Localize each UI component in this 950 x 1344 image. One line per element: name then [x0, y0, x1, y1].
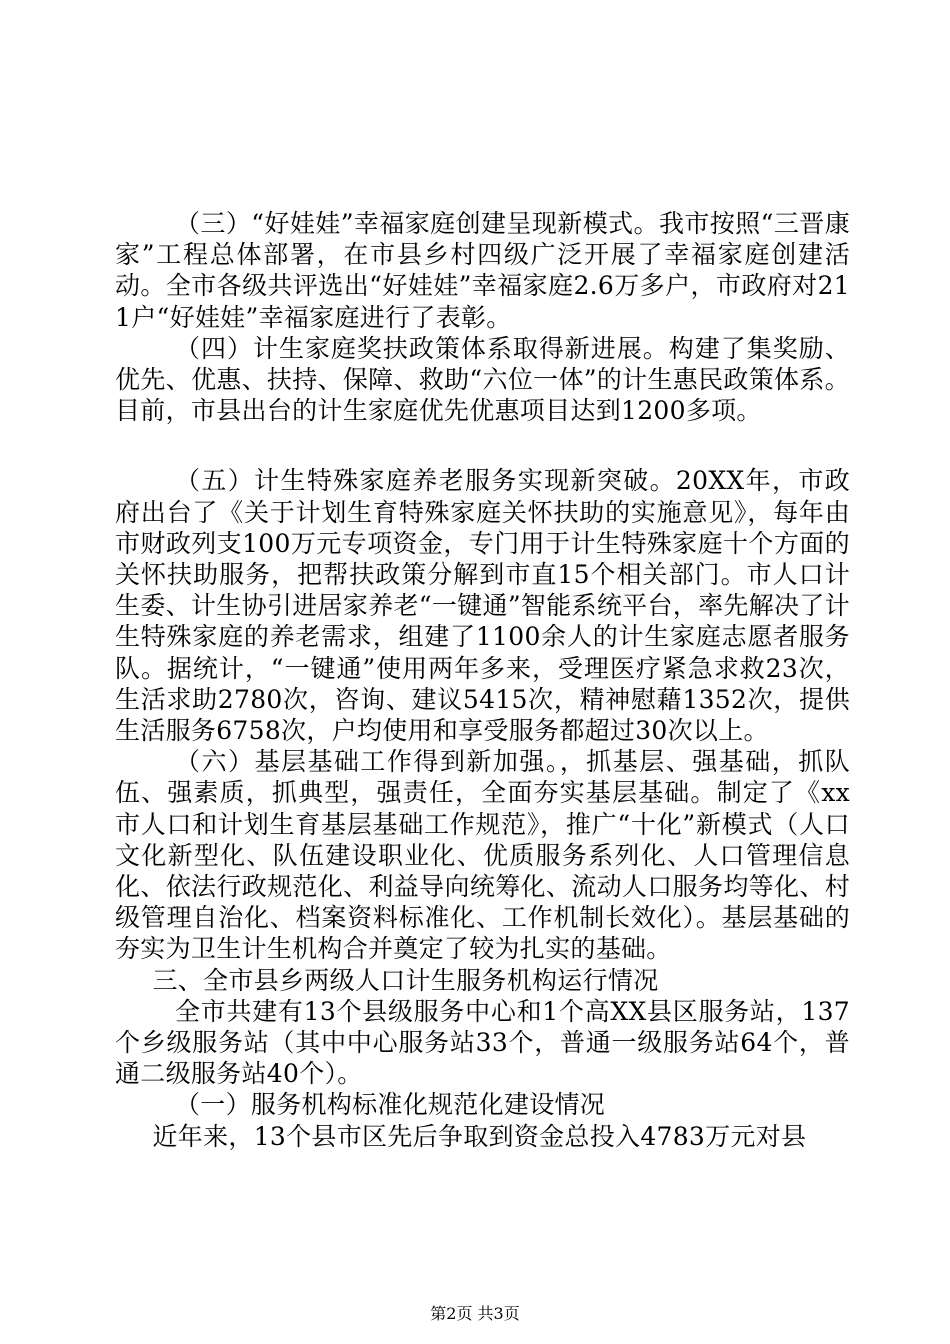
document-body	[115, 208, 850, 1152]
paragraph-family-creation: （三）“好娃娃”幸福家庭创建呈现新模式。我市按照“三晋康家”工程总体部署，在市县乡村四级广泛开展了幸福家庭创建活动。全市各级共评选出“好娃娃”幸福家庭2.6万多户，市政府对211户“好娃娃”幸福家庭进行了表彰。	[115, 209, 850, 332]
page-number-footer: 第2页 共3页	[430, 1304, 520, 1323]
paragraph-service-stations: 全市共建有13个县级服务中心和1个高XX县区服务站，137个乡级服务站（其中中心服务站33个，普通一级服务站64个，普通二级服务站40个）。	[115, 996, 850, 1089]
subheading-standardization: （一）服务机构标准化规范化建设情况	[175, 1090, 606, 1120]
section-heading-service-institutions: 三、全市县乡两级人口计生服务机构运行情况	[152, 965, 659, 995]
paragraph-incentive-policy: （四）计生家庭奖扶政策体系取得新进展。构建了集奖励、优先、优惠、扶持、保障、救助“六位一体”的计生惠民政策体系。目前，市县出台的计生家庭优先优惠项目达到1200多项。	[115, 333, 850, 426]
paragraph-grassroots-work: （六）基层基础工作得到新加强。，抓基层、强基础，抓队伍、强素质，抓典型，强责任，全面夯实基层基础。制定了《xx市人口和计划生育基层基础工作规范》，推广“十化”新模式（人口文化新型化、队伍建设职业化、优质服务系列化、人口管理信息化、依法行政规范化、利益导向统筹化、流动人口服务均等化、村级管理自治化、档案资料标准化、工作机制长效化）。基层基础的夯实为卫生计生机构合并奠定了较为扎实的基础。	[115, 747, 850, 964]
paragraph-funding: 近年来，13个县市区先后争取到资金总投入4783万元对县	[152, 1121, 807, 1151]
paragraph-elderly-service: （五）计生特殊家庭养老服务实现新突破。20XX年，市政府出台了《关于计划生育特殊家庭关怀扶助的实施意见》，每年由市财政列支100万元专项资金，专门用于计生特殊家庭十个方面的关怀扶助服务，把帮扶政策分解到市直15个相关部门。市人口计生委、计生协引进居家养老“一键通”智能系统平台，率先解决了计生特殊家庭的养老需求，组建了1100余人的计生家庭志愿者服务队。据统计，“一键通”使用两年多来，受理医疗紧急求救23次，生活求助2780次，咨询、建议5415次，精神慰藉1352次，提供生活服务6758次，户均使用和享受服务都超过30次以上。	[115, 466, 850, 746]
